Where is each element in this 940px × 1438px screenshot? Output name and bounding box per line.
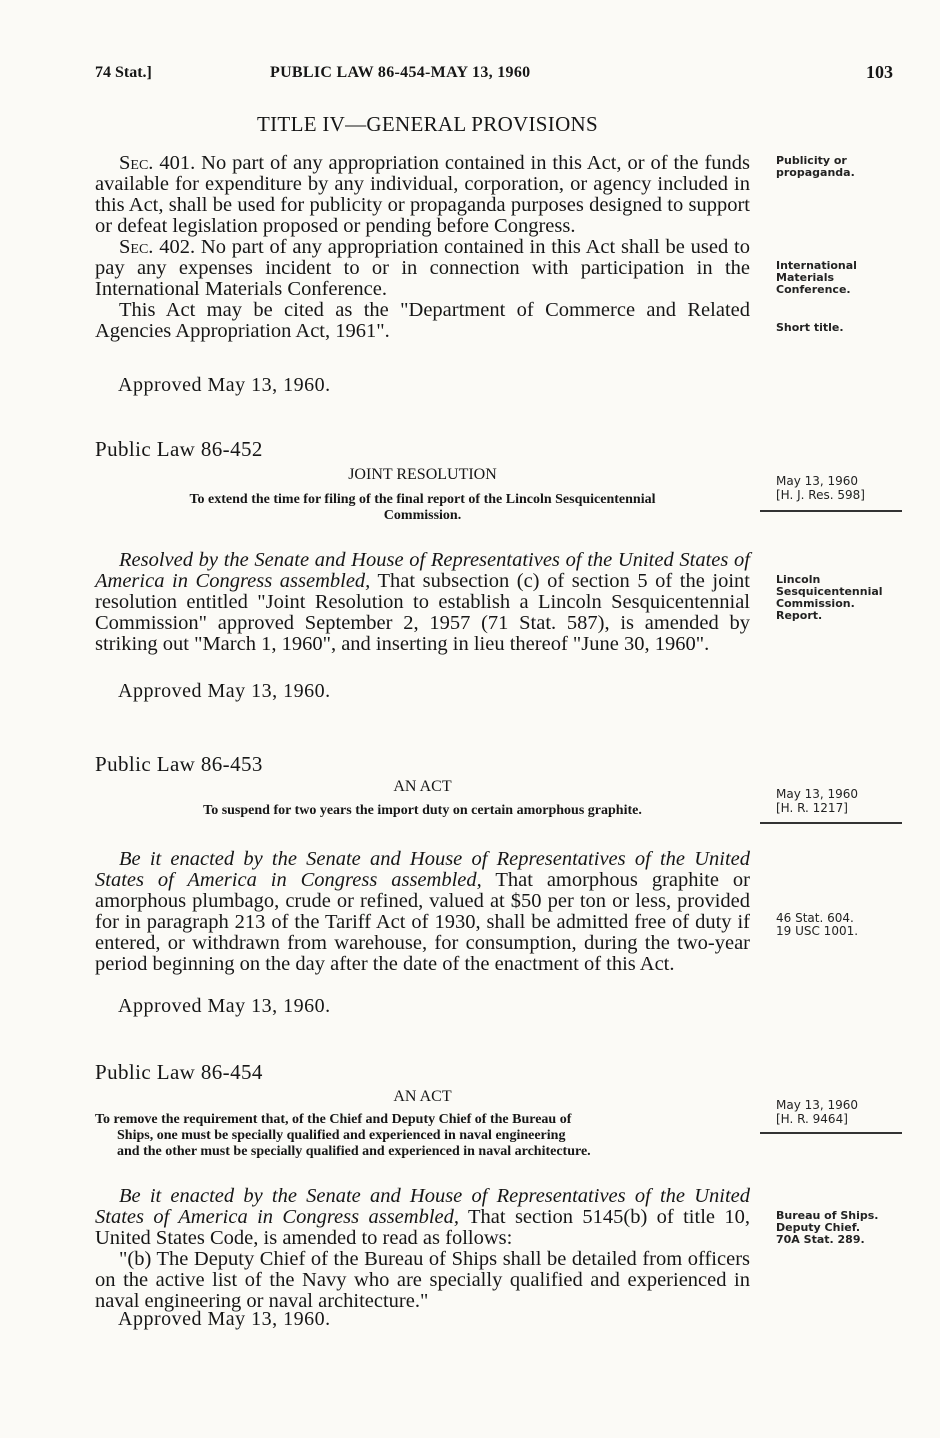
pl-86-452-heading: Public Law 86-452 [95,437,263,461]
margin-note-deputy-chief: Deputy Chief. [776,1221,861,1234]
pl-86-454-title [95,1112,750,1160]
title-iv-body [95,153,750,342]
pl-86-453-rule [760,822,902,824]
pl-86-452-type: JOINT RESOLUTION [348,466,497,483]
margin-note-short-title: Short title. [776,321,844,334]
header-title: PUBLIC LAW 86-454-MAY 13, 1960 [270,64,531,81]
pl-86-452-rule [760,510,902,512]
pl-86-454-title-line2: Ships, one must be specially qualified and experienced in naval engineering [117,1128,566,1143]
title-iv-heading: TITLE IV—GENERAL PROVISIONS [257,112,598,136]
pl-86-454-approved: Approved May 13, 1960. [118,1308,331,1330]
pl-86-452-title-line1: To extend the time for filing of the final report of the Lincoln Sesquicentennial [189,492,656,507]
sec-402 [95,237,750,300]
pl-86-453-title: To suspend for two years the import duty on certain amorphous graphite. [203,803,642,818]
pl-86-453-heading: Public Law 86-453 [95,752,263,776]
pl-86-452-bill: [H. J. Res. 598] [776,488,865,502]
margin-note-19-usc: 19 USC 1001. [776,924,859,938]
sec-402-label: Sec. 402. [119,236,196,258]
sec-401 [95,153,750,237]
pl-86-452-title-line2: Commission. [383,508,462,523]
pl-86-454-rule [760,1132,902,1134]
margin-note-46-stat: 46 Stat. 604. [776,911,854,925]
pl-86-452-date: May 13, 1960 [776,474,859,488]
sec-402-text: No part of any appropriation contained in this Act shall be used to pay any expenses incident to or in connection with participation in the International Materials Conference. [95,236,750,300]
margin-note-publicity: Publicity or propaganda. [776,154,855,179]
sec-401-text: No part of any appropriation contained in this Act, or of the funds available for expenditure by any individual, corporation, or agency included in this Act, shall be used for publicity or propaganda purposes designed to support or defeat legislation proposed or pending before Congress. [95,152,751,237]
margin-note-70a-stat: 70A Stat. 289. [776,1233,865,1246]
pl-86-452-body [95,550,750,655]
pl-86-453-enacting: Be it enacted by the Senate and House of Representatives of the United States of America in Congress assembled, [95,848,750,891]
margin-note-materials: International Materials Conference. [776,259,857,296]
margin-note-lincoln: Lincoln Sesquicentennial Commission. Report. [776,573,883,622]
pl-86-453-type: AN ACT [393,778,452,795]
approved-date-1: Approved May 13, 1960. [118,374,331,396]
page-number: 103 [866,62,893,82]
pl-86-453-date: May 13, 1960 [776,787,859,801]
short-title-text: This Act may be cited as the "Department of Commerce and Related Agencies Appropriation Act, 1961". [95,299,750,342]
pl-86-452-approved: Approved May 13, 1960. [118,680,331,702]
pl-86-454-enacting: Be it enacted by the Senate and House of Representatives of the United States of America in Congress assembled, [95,1185,750,1228]
pl-86-454-body [95,1186,750,1312]
pl-86-454-title-line3: and the other must be specially qualified and experienced in naval architecture. [117,1144,591,1159]
pl-86-452-enacting: Resolved by the Senate and House of Representatives of the United States of America in Congress assembled, [95,549,750,592]
pl-86-454-quote: "(b) The Deputy Chief of the Bureau of Ships shall be detailed from officers on the active list of the Navy who are specially qualified and experienced in naval engineering or naval architecture." [95,1248,750,1312]
pl-86-454-title-line1: To remove the requirement that, of the Chief and Deputy Chief of the Bureau of [95,1112,572,1127]
header-volume: 74 Stat.] [95,64,152,81]
pl-86-452-text: That subsection (c) of section 5 of the joint resolution entitled "Joint Resolution to establish a Lincoln Sesquicentennial Commission" approved September 2, 1957 (71 Stat. 587), is amended by striking out "March 1, 1960", and inserting in lieu thereof "June 30, 1960". [95,570,750,655]
pl-86-454-date: May 13, 1960 [776,1098,859,1112]
pl-86-452-title [95,492,750,524]
sec-401-label: Sec. 401. [119,152,196,174]
margin-note-bureau-ships: Bureau of Ships. [776,1209,879,1222]
pl-86-454-text: That section 5145(b) of title 10, United States Code, is amended to read as follows: [95,1206,750,1249]
pl-86-454-type: AN ACT [393,1088,452,1105]
pl-86-454-bill: [H. R. 9464] [776,1112,848,1126]
pl-86-453-approved: Approved May 13, 1960. [118,995,331,1017]
pl-86-453-text: That amorphous graphite or amorphous plumbago, crude or refined, valued at $50 per ton or less, provided for in paragraph 213 of the Tariff Act of 1930, shall be admitted free of duty if entered, or withdrawn from warehouse, for consumption, during the two-year period beginning on the day after the date of the enactment of this Act. [95,869,750,975]
pl-86-453-bill: [H. R. 1217] [776,801,848,815]
pl-86-453-body [95,849,750,975]
pl-86-454-heading: Public Law 86-454 [95,1060,263,1084]
